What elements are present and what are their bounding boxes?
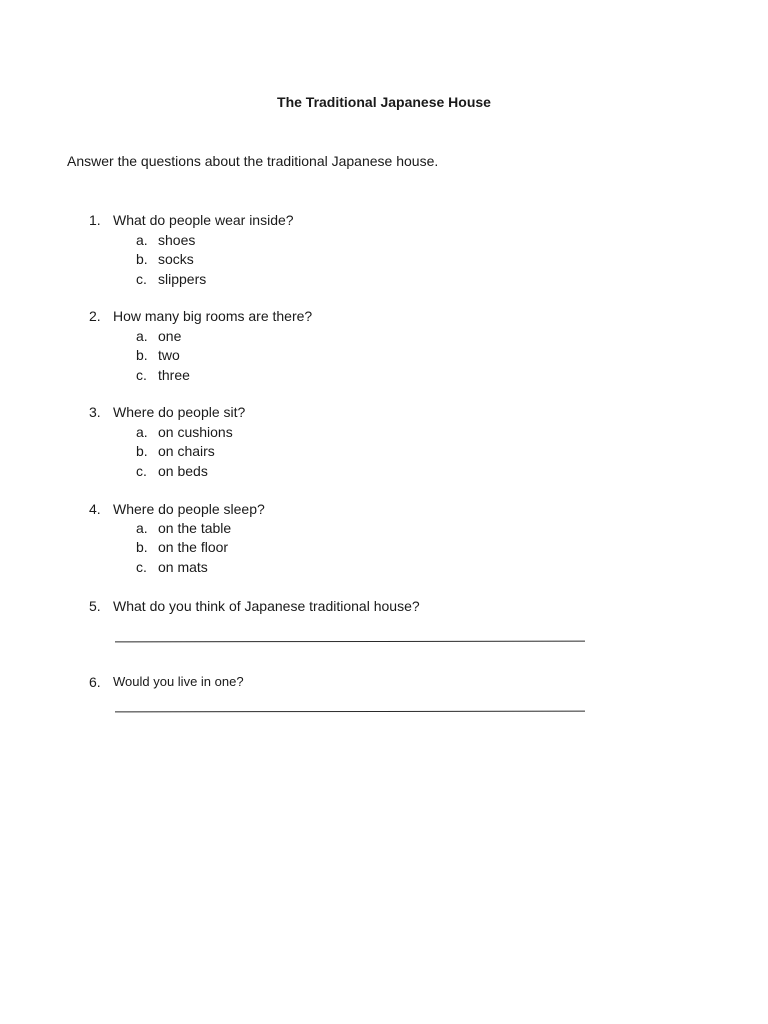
answer-line-5[interactable] [115,641,585,643]
option-text: socks [158,251,194,267]
option-item [0,270,768,289]
question-number: 4. [89,501,101,517]
option-item [0,231,768,250]
question-text: What do people wear inside? [113,212,294,228]
option-text: on beds [158,463,208,479]
option-letter: a. [136,232,148,248]
question-text: How many big rooms are there? [113,308,313,324]
question-number: 3. [89,404,101,420]
option-item [0,366,768,385]
option-text: three [158,367,190,383]
option-text: on cushions [158,424,233,440]
question-number: 6. [89,674,101,690]
question-text: Would you live in one? [113,674,244,689]
option-text: on mats [158,559,208,575]
option-letter: a. [136,328,148,344]
option-item [0,423,768,442]
question-number: 1. [89,212,101,228]
option-text: on chairs [158,443,215,459]
question-text: Where do people sleep? [113,501,265,517]
option-letter: c. [136,559,147,575]
question-text: What do you think of Japanese traditional house? [113,598,420,614]
option-letter: c. [136,271,147,287]
instructions-text: Answer the questions about the traditional Japanese house. [67,153,439,169]
option-letter: b. [136,347,148,363]
option-item [0,558,768,577]
option-letter: c. [136,367,147,383]
option-letter: b. [136,443,148,459]
question-text: Where do people sit? [113,404,246,420]
option-letter: b. [136,539,148,555]
question-number: 2. [89,308,101,324]
option-letter: a. [136,424,148,440]
option-item [0,346,768,365]
answer-line-6[interactable] [115,711,585,713]
option-item [0,250,768,269]
option-text: on the floor [158,539,229,555]
question-number: 5. [89,598,101,614]
option-item [0,442,768,461]
option-text: two [158,347,180,363]
option-text: one [158,328,182,344]
option-letter: a. [136,520,148,536]
option-text: slippers [158,271,207,287]
option-letter: c. [136,463,147,479]
option-text: on the table [158,520,232,536]
page-title: The Traditional Japanese House [277,94,491,110]
option-letter: b. [136,251,148,267]
option-text: shoes [158,232,196,248]
option-item [0,519,768,538]
option-item [0,538,768,557]
option-item [0,327,768,346]
option-item [0,462,768,481]
